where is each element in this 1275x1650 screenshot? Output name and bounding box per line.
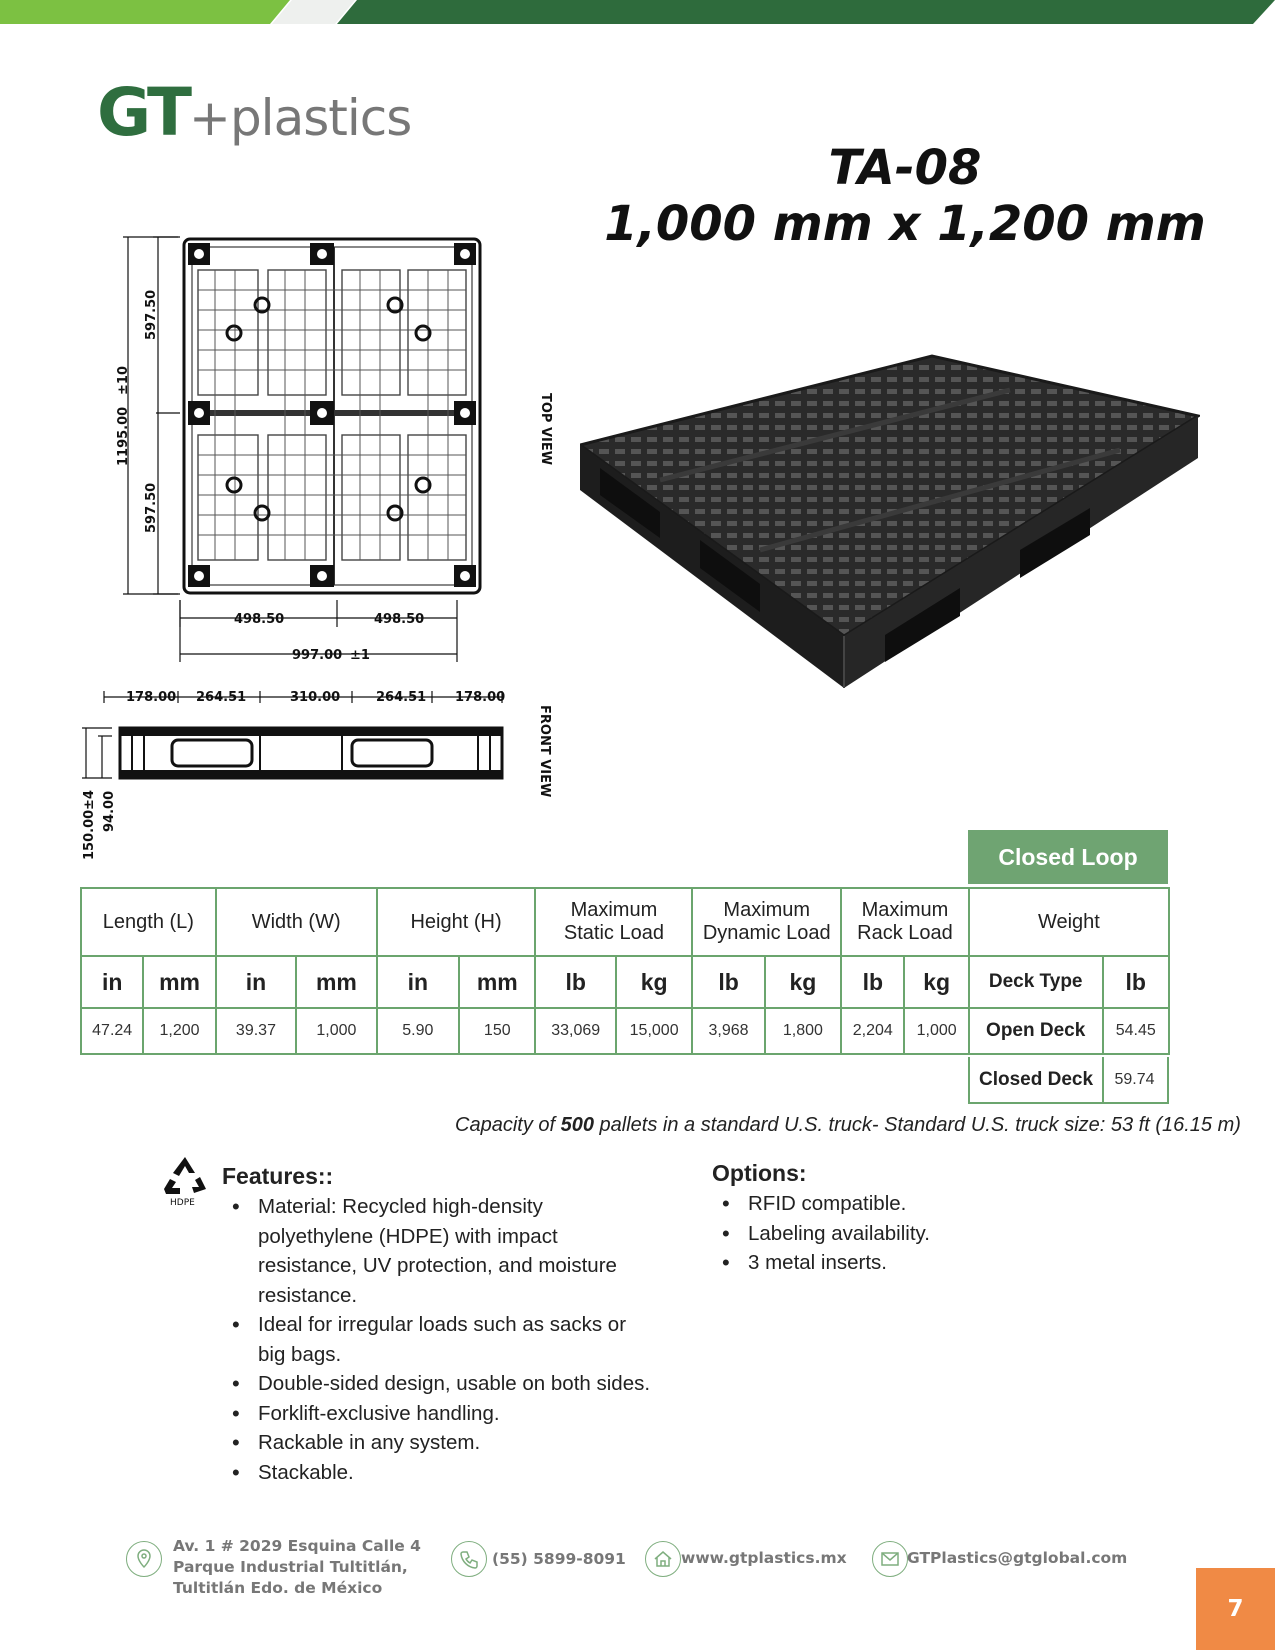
value-static-lb: 33,069: [535, 1008, 615, 1054]
value-static-kg: 15,000: [616, 1008, 692, 1054]
value-row: [81, 1008, 1169, 1054]
dim-997: 997.00: [292, 648, 343, 663]
unit-static-lb: lb: [535, 956, 615, 1008]
email-icon: [872, 1541, 908, 1577]
value-width-in: 39.37: [216, 1008, 296, 1054]
footer-email[interactable]: GTPlastics@gtglobal.com: [907, 1549, 1128, 1567]
value-length-in: 47.24: [81, 1008, 143, 1054]
value-length-mm: 1,200: [143, 1008, 215, 1054]
unit-width-in: in: [216, 956, 296, 1008]
dim-tolerance-4: ±4: [82, 790, 97, 810]
front-view-label: FRONT VIEW: [537, 705, 552, 798]
top-view-label: TOP VIEW: [538, 393, 553, 466]
front-dim-5: 178.00: [455, 690, 506, 705]
header-length: Length (L): [81, 888, 216, 956]
logo-plastics: +plastics: [189, 89, 412, 147]
header-static-load: Maximum Static Load: [535, 888, 692, 956]
logo-gt: GT: [97, 74, 190, 151]
closed-deck-row: [968, 1057, 1169, 1104]
dim-94: 94.00: [102, 790, 117, 832]
company-logo: [97, 74, 411, 151]
unit-width-mm: mm: [296, 956, 376, 1008]
dim-tolerance-10: ±10: [116, 366, 131, 395]
feature-item: • Stackable.: [232, 1458, 657, 1488]
features-list: [232, 1192, 657, 1487]
home-icon: [645, 1541, 681, 1577]
feature-item: • Ideal for irregular loads such as sacks or big bags.: [232, 1310, 657, 1369]
dim-1195: 1195.00: [116, 406, 131, 466]
option-item: • 3 metal inserts.: [722, 1248, 1122, 1278]
header-dynamic-load: Maximum Dynamic Load: [692, 888, 841, 956]
options-list: [722, 1189, 1122, 1278]
top-view-dimension-lines: [120, 232, 490, 662]
unit-static-kg: kg: [616, 956, 692, 1008]
dim-597-top: 597.50: [144, 289, 159, 340]
front-dim-4: 264.51: [376, 690, 427, 705]
open-deck-weight: 54.45: [1103, 1008, 1169, 1054]
header-height: Height (H): [377, 888, 536, 956]
footer-address: Av. 1 # 2029 Esquina Calle 4 Parque Industrial Tultitlán, Tultitlán Edo. de México: [173, 1537, 421, 1597]
product-model: TA-08: [828, 140, 982, 196]
page-number: 7: [1196, 1568, 1275, 1650]
unit-rack-lb: lb: [841, 956, 904, 1008]
dim-tolerance-1: ±1: [350, 648, 370, 663]
feature-item: • Rackable in any system.: [232, 1428, 657, 1458]
weight-unit-lb: lb: [1103, 956, 1169, 1008]
feature-item: • Double-sided design, usable on both sides.: [232, 1369, 657, 1399]
front-view-drawing: [82, 688, 512, 788]
unit-dynamic-kg: kg: [765, 956, 841, 1008]
options-heading: Options:: [712, 1160, 807, 1186]
feature-item: • Forklift-exclusive handling.: [232, 1399, 657, 1429]
header-width: Width (W): [216, 888, 377, 956]
open-deck-label: Open Deck: [969, 1008, 1103, 1054]
recycle-icon: [162, 1155, 208, 1197]
capacity-count: 500: [560, 1114, 594, 1136]
capacity-note: Capacity of 500 pallets in a standard U.S. truck- Standard U.S. truck size: 53 ft (16.15 m): [455, 1114, 1241, 1136]
product-title: [600, 140, 1210, 252]
option-item: • Labeling availability.: [722, 1219, 1122, 1249]
unit-length-mm: mm: [143, 956, 215, 1008]
specifications-table: [80, 887, 1170, 1055]
value-rack-lb: 2,204: [841, 1008, 904, 1054]
footer-phone: (55) 5899-8091: [492, 1550, 626, 1568]
unit-length-in: in: [81, 956, 143, 1008]
dim-498-right: 498.50: [374, 612, 425, 627]
value-height-mm: 150: [459, 1008, 535, 1054]
value-dynamic-lb: 3,968: [692, 1008, 764, 1054]
value-rack-kg: 1,000: [904, 1008, 968, 1054]
feature-item: • Material: Recycled high-density polyethylene (HDPE) with impact resistance, UV protection, and moisture resistance.: [232, 1192, 657, 1310]
dim-597-bottom: 597.50: [144, 482, 159, 533]
dim-498-left: 498.50: [234, 612, 285, 627]
footer-website[interactable]: www.gtplastics.mx: [681, 1549, 847, 1567]
unit-dynamic-lb: lb: [692, 956, 764, 1008]
value-width-mm: 1,000: [296, 1008, 376, 1054]
front-dim-2: 264.51: [196, 690, 247, 705]
product-size: 1,000 mm x 1,200 mm: [604, 196, 1206, 252]
features-heading: Features::: [222, 1163, 334, 1189]
dim-150: 150.00: [82, 809, 97, 860]
header-rack-load: Maximum Rack Load: [841, 888, 969, 956]
value-height-in: 5.90: [377, 1008, 459, 1054]
closed-deck-weight: 59.74: [1102, 1057, 1169, 1104]
unit-height-mm: mm: [459, 956, 535, 1008]
value-dynamic-kg: 1,800: [765, 1008, 841, 1054]
unit-row: [81, 956, 1169, 1008]
top-decorative-bar: [0, 0, 1275, 24]
unit-rack-kg: kg: [904, 956, 968, 1008]
unit-height-in: in: [377, 956, 459, 1008]
header-weight: Weight: [969, 888, 1169, 956]
deck-type-header: Deck Type: [969, 956, 1103, 1008]
phone-icon: [451, 1541, 487, 1577]
header-row: [81, 888, 1169, 956]
option-item: • RFID compatible.: [722, 1189, 1122, 1219]
front-dim-1: 178.00: [126, 690, 177, 705]
pallet-product-image: [580, 350, 1200, 695]
closed-loop-label: Closed Loop: [968, 830, 1168, 884]
front-dim-3: 310.00: [290, 690, 341, 705]
hdpe-label: HDPE: [170, 1198, 195, 1208]
closed-deck-label: Closed Deck: [968, 1057, 1104, 1104]
location-pin-icon: [126, 1541, 162, 1577]
